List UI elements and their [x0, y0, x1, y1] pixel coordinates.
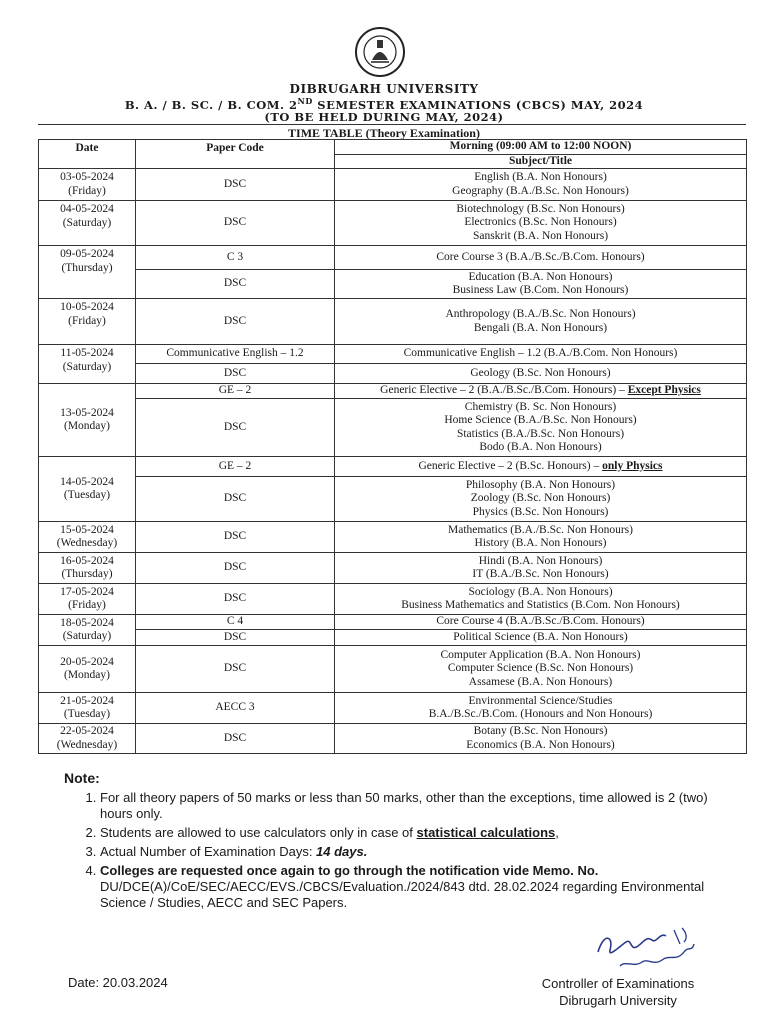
subject-cell: Biotechnology (B.Sc. Non Honours) Electronics (B.Sc. Non Honours) Sanskrit (B.A. Non Honours) — [335, 201, 747, 246]
note-item: 1. For all theory papers of 50 marks or less than 50 marks, other than the exceptions, time allowed is 2 (two) hours only. — [100, 790, 724, 822]
university-seal-logo — [354, 26, 406, 78]
signatory-block — [528, 975, 708, 1009]
code-cell: DSC — [136, 646, 335, 693]
table-row — [39, 399, 747, 457]
table-row — [39, 457, 747, 477]
code-cell: GE – 2 — [136, 384, 335, 399]
subject-cell: Computer Application (B.A. Non Honours) Computer Science (B.Sc. Non Honours) Assamese (B.A. Non Honours) — [335, 646, 747, 693]
date-cell: 03-05-2024 (Friday) — [39, 169, 136, 201]
subject-cell: Core Course 3 (B.A./B.Sc./B.Com. Honours) — [335, 246, 747, 270]
table-row — [39, 646, 747, 693]
subject-cell: Education (B.A. Non Honours) Business Law (B.Com. Non Honours) — [335, 270, 747, 299]
issue-date: Date: 20.03.2024 — [68, 975, 168, 990]
subject-cell: Generic Elective – 2 (B.Sc. Honours) – only Physics — [335, 457, 747, 477]
notes-section — [64, 770, 724, 914]
held-during: (TO BE HELD DURING MAY, 2024) — [264, 110, 504, 124]
subject-cell: Environmental Science/Studies B.A./B.Sc./B.Com. (Honours and Non Honours) — [335, 693, 747, 724]
date-cell: 16-05-2024 (Thursday) — [39, 553, 136, 584]
code-cell: C 4 — [136, 615, 335, 630]
code-cell: DSC — [136, 724, 335, 754]
table-row — [39, 693, 747, 724]
notes-list — [64, 790, 724, 911]
note-item: 2. Students are allowed to use calculators only in case of statistical calculations, — [100, 825, 724, 841]
code-cell: DSC — [136, 630, 335, 646]
table-row — [39, 270, 747, 299]
header-paper-code: Paper Code — [136, 140, 335, 169]
subject-cell: Core Course 4 (B.A./B.Sc./B.Com. Honours) — [335, 615, 747, 630]
code-cell: DSC — [136, 169, 335, 201]
date-cell: 10-05-2024 (Friday) — [39, 299, 136, 345]
table-row — [39, 553, 747, 584]
notes-heading: Note: — [64, 770, 100, 786]
subject-cell: Geology (B.Sc. Non Honours) — [335, 364, 747, 384]
subject-cell: Hindi (B.A. Non Honours) IT (B.A./B.Sc. Non Honours) — [335, 553, 747, 584]
table-row — [39, 246, 747, 270]
code-cell: DSC — [136, 299, 335, 345]
subject-cell: Anthropology (B.A./B.Sc. Non Honours) Bengali (B.A. Non Honours) — [335, 299, 747, 345]
table-row — [39, 201, 747, 246]
table-row — [39, 345, 747, 364]
code-cell: DSC — [136, 399, 335, 457]
subject-cell: Communicative English – 1.2 (B.A./B.Com. Non Honours) — [335, 345, 747, 364]
date-cell: 15-05-2024 (Wednesday) — [39, 522, 136, 553]
table-row — [39, 584, 747, 615]
exam-timetable — [38, 139, 747, 754]
code-cell: C 3 — [136, 246, 335, 270]
signer-org: Dibrugarh University — [559, 993, 677, 1008]
subject-cell: Sociology (B.A. Non Honours) Business Mathematics and Statistics (B.Com. Non Honours) — [335, 584, 747, 615]
code-cell: DSC — [136, 477, 335, 522]
code-cell: GE – 2 — [136, 457, 335, 477]
table-row — [39, 724, 747, 754]
header-subject: Subject/Title — [335, 154, 747, 169]
university-name: DIBRUGARH UNIVERSITY — [289, 82, 479, 96]
date-cell: 09-05-2024 (Thursday) — [39, 246, 136, 299]
date-cell: 04-05-2024 (Saturday) — [39, 201, 136, 246]
date-cell: 11-05-2024 (Saturday) — [39, 345, 136, 384]
subject-cell: Generic Elective – 2 (B.A./B.Sc./B.Com. Honours) – Except Physics — [335, 384, 747, 399]
code-cell: DSC — [136, 201, 335, 246]
subject-cell: English (B.A. Non Honours) Geography (B.A./B.Sc. Non Honours) — [335, 169, 747, 201]
subject-cell: Chemistry (B. Sc. Non Honours) Home Science (B.A./B.Sc. Non Honours) Statistics (B.A./B.Sc. Non Honours) Bodo (B.A. Non Honours) — [335, 399, 747, 457]
date-cell: 17-05-2024 (Friday) — [39, 584, 136, 615]
table-row — [39, 630, 747, 646]
code-cell: AECC 3 — [136, 693, 335, 724]
subject-cell: Philosophy (B.A. Non Honours) Zoology (B.Sc. Non Honours) Physics (B.Sc. Non Honours) — [335, 477, 747, 522]
table-row — [39, 299, 747, 345]
subject-cell: Mathematics (B.A./B.Sc. Non Honours) History (B.A. Non Honours) — [335, 522, 747, 553]
table-row — [39, 522, 747, 553]
header-divider — [38, 124, 746, 125]
code-cell: DSC — [136, 270, 335, 299]
header-date: Date — [39, 140, 136, 169]
date-cell: 22-05-2024 (Wednesday) — [39, 724, 136, 754]
code-cell: DSC — [136, 553, 335, 584]
header-session: Morning (09:00 AM to 12:00 NOON) — [335, 140, 747, 155]
signer-title: Controller of Examinations — [541, 976, 695, 991]
note-item: 3. Actual Number of Examination Days: 14 days. — [100, 844, 724, 860]
timetable-title: TIME TABLE (Theory Examination) — [288, 126, 480, 140]
date-cell: 18-05-2024 (Saturday) — [39, 615, 136, 646]
table-row — [39, 477, 747, 522]
signature-image — [590, 922, 700, 974]
date-cell: 13-05-2024 (Monday) — [39, 384, 136, 457]
code-cell: DSC — [136, 364, 335, 384]
table-row — [39, 364, 747, 384]
code-cell: DSC — [136, 584, 335, 615]
subject-cell: Political Science (B.A. Non Honours) — [335, 630, 747, 646]
date-cell: 21-05-2024 (Tuesday) — [39, 693, 136, 724]
table-row — [39, 169, 747, 201]
table-row — [39, 384, 747, 399]
date-cell: 14-05-2024 (Tuesday) — [39, 457, 136, 522]
table-row — [39, 615, 747, 630]
date-cell: 20-05-2024 (Monday) — [39, 646, 136, 693]
code-cell: DSC — [136, 522, 335, 553]
subject-cell: Botany (B.Sc. Non Honours) Economics (B.A. Non Honours) — [335, 724, 747, 754]
code-cell: Communicative English – 1.2 — [136, 345, 335, 364]
exam-title: B. A. / B. SC. / B. COM. 2ND SEMESTER EXAMINATIONS (CBCS) MAY, 2024 — [124, 96, 644, 112]
note-item: 4. Colleges are requested once again to go through the notification vide Memo. No. DU/DCE(A)/CoE/SEC/AECC/EVS./CBCS/Evaluation./2024/843 dtd. 28.02.2024 regarding Environmental Science / Studies, AECC and SEC Papers. — [100, 863, 724, 911]
